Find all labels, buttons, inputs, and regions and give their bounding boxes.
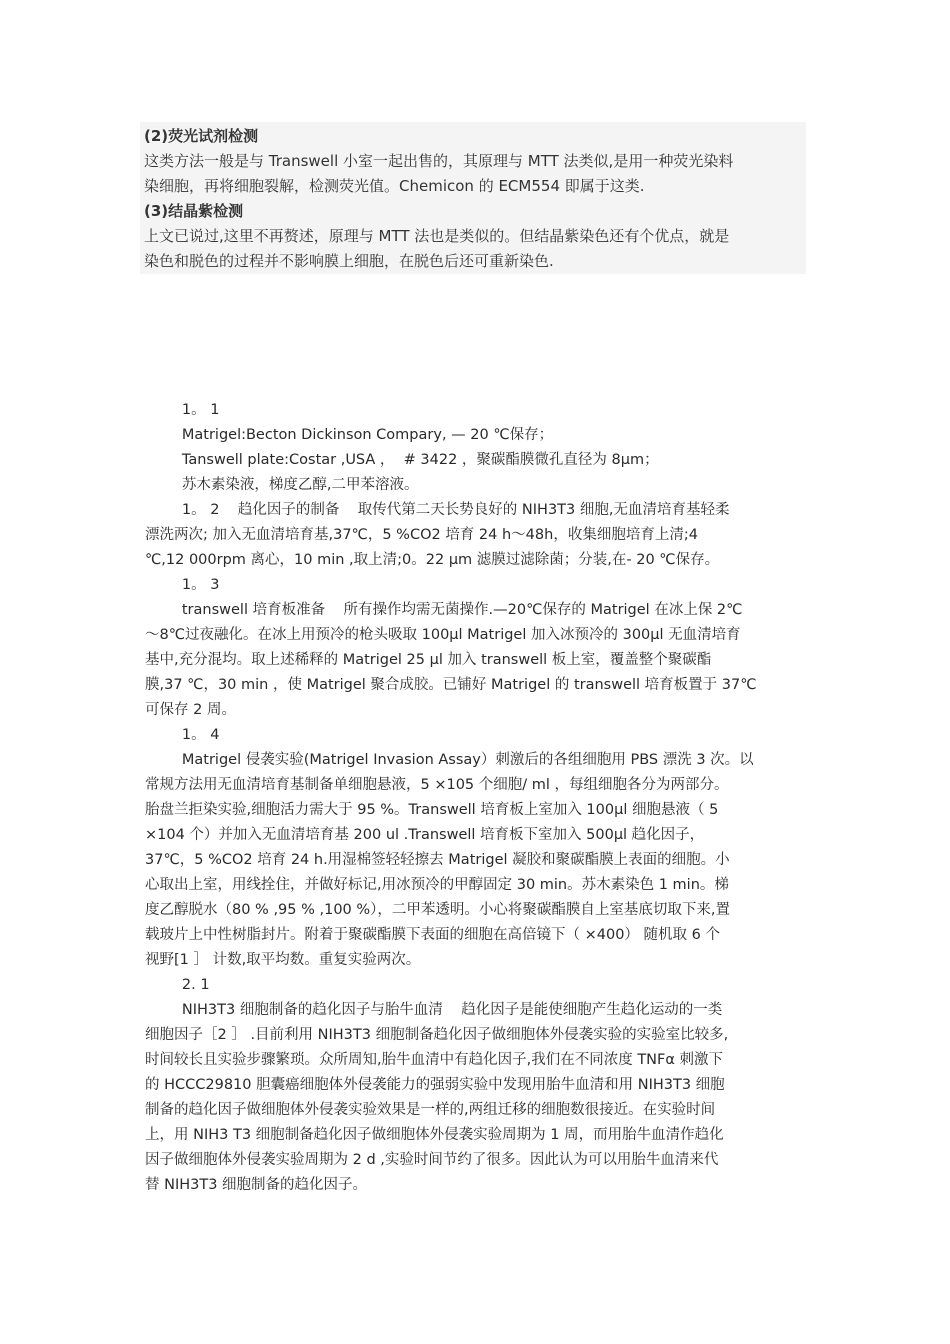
body-line: 时间较长且实验步骤繁琐。众所周知,胎牛血清中有趋化因子,我们在不同浓度 TNFα 刺激下 [145, 1052, 724, 1068]
body-line: 膜,37 ℃，30 min ，使 Matrigel 聚合成胶。已铺好 Matrigel 的 transwell 培育板置于 37℃ [145, 677, 757, 693]
body-line: 苏木素染液，梯度乙醇,二甲苯溶液。 [145, 477, 419, 493]
body-line: 细胞因子［2 ］ .目前利用 NIH3T3 细胞制备趋化因子做细胞体外侵袭实验的实验室比较多, [145, 1027, 729, 1043]
body-line: ×104 个）并加入无血清培育基 200 ul .Transwell 培育板下室加入 500μl 趋化因子， [145, 827, 705, 843]
body-line: Matrigel:Becton Dickinson Compary, — 20 ℃保存； [145, 427, 554, 443]
body-line: 载玻片上中性树脂封片。附着于聚碳酯膜下表面的细胞在高倍镜下（ ×400） 随机取 6 个 [145, 927, 720, 943]
body-line: 漂洗两次; 加入无血清培育基,37℃，5 %CO2 培育 24 h～48h，收集细胞培育上清;4 [145, 527, 698, 543]
paragraph-crystal-line-1: 上文已说过,这里不再赘述，原理与 MTT 法也是类似的。但结晶紫染色还有个优点，就是 [144, 227, 730, 245]
body-line: Tanswell plate:Costar ,USA ， # 3422 ，聚碳酯膜微孔直径为 8μm； [145, 452, 659, 468]
paragraph-fluorescent-line-2: 染细胞，再将细胞裂解，检测荧光值。Chemicon 的 ECM554 即属于这类. [144, 177, 645, 195]
body-line: 2. 1 [145, 977, 210, 993]
body-line: ～8℃过夜融化。在冰上用预冷的枪头吸取 100μl Matrigel 加入冰预冷的 300μl 无血清培育 [145, 627, 741, 643]
body-line: NIH3T3 细胞制备的趋化因子与胎牛血清 趋化因子是能使细胞产生趋化运动的一类 [145, 1002, 723, 1018]
body-line: Matrigel 侵袭实验(Matrigel Invasion Assay）刺激后的各组细胞用 PBS 漂洗 3 次。以 [145, 752, 754, 768]
highlighted-section [140, 122, 806, 274]
body-line: 心取出上室，用线拴住，并做好标记,用冰预冷的甲醇固定 30 min。苏木素染色 1 min。梯 [145, 877, 729, 893]
body-line: ℃,12 000rpm 离心，10 min ,取上清;0。22 μm 滤膜过滤除菌；分装,在- 20 ℃保存。 [145, 552, 720, 568]
body-line: 的 HCCC29810 胆囊癌细胞体外侵袭能力的强弱实验中发现用胎牛血清和用 NIH3T3 细胞 [145, 1077, 725, 1093]
body-line: 胎盘兰拒染实验,细胞活力需大于 95 %。Transwell 培育板上室加入 100μl 细胞悬液（ 5 [145, 802, 719, 818]
body-line: 1。 2 趋化因子的制备 取传代第二天长势良好的 NIH3T3 细胞,无血清培育基轻柔 [145, 502, 730, 518]
body-line: 1。 1 [145, 402, 220, 418]
body-line: 可保存 2 周。 [145, 702, 236, 718]
body-line: 视野[1 ］ 计数,取平均数。重复实验两次。 [145, 952, 421, 968]
paragraph-crystal-line-2: 染色和脱色的过程并不影响膜上细胞，在脱色后还可重新染色. [144, 252, 554, 270]
body-line: 1。 4 [145, 727, 220, 743]
body-line: 制备的趋化因子做细胞体外侵袭实验效果是一样的,两组迁移的细胞数很接近。在实验时间 [145, 1102, 716, 1118]
body-line: 基中,充分混均。取上述稀释的 Matrigel 25 μl 加入 transwell 板上室，覆盖整个聚碳酯 [145, 652, 712, 668]
body-line: 度乙醇脱水（80 % ,95 % ,100 %），二甲苯透明。小心将聚碳酯膜自上室基底切取下来,置 [145, 902, 731, 918]
body-line: 替 NIH3T3 细胞制备的趋化因子。 [145, 1177, 368, 1193]
body-line: 常规方法用无血清培育基制备单细胞悬液，5 ×105 个细胞/ ml ，每组细胞各分为两部分。 [145, 777, 729, 793]
body-line: 1。 3 [145, 577, 220, 593]
body-line: 因子做细胞体外侵袭实验周期为 2 d ,实验时间节约了很多。因此认为可以用胎牛血清来代 [145, 1152, 719, 1168]
body-line: transwell 培育板准备 所有操作均需无菌操作.—20℃保存的 Matrigel 在冰上保 2℃ [145, 602, 743, 618]
body-line: 上，用 NIH3 T3 细胞制备趋化因子做细胞体外侵袭实验周期为 1 周，而用胎牛血清作趋化 [145, 1127, 724, 1143]
heading-crystal-violet-detection: (3)结晶紫检测 [144, 202, 244, 220]
paragraph-fluorescent-line-1: 这类方法一般是与 Transwell 小室一起出售的，其原理与 MTT 法类似,是用一种荧光染料 [144, 152, 734, 170]
body-line: 37℃，5 %CO2 培育 24 h.用湿棉签轻轻擦去 Matrigel 凝胶和聚碳酯膜上表面的细胞。小 [145, 852, 730, 868]
heading-fluorescent-detection: (2)荧光试剂检测 [144, 127, 259, 145]
